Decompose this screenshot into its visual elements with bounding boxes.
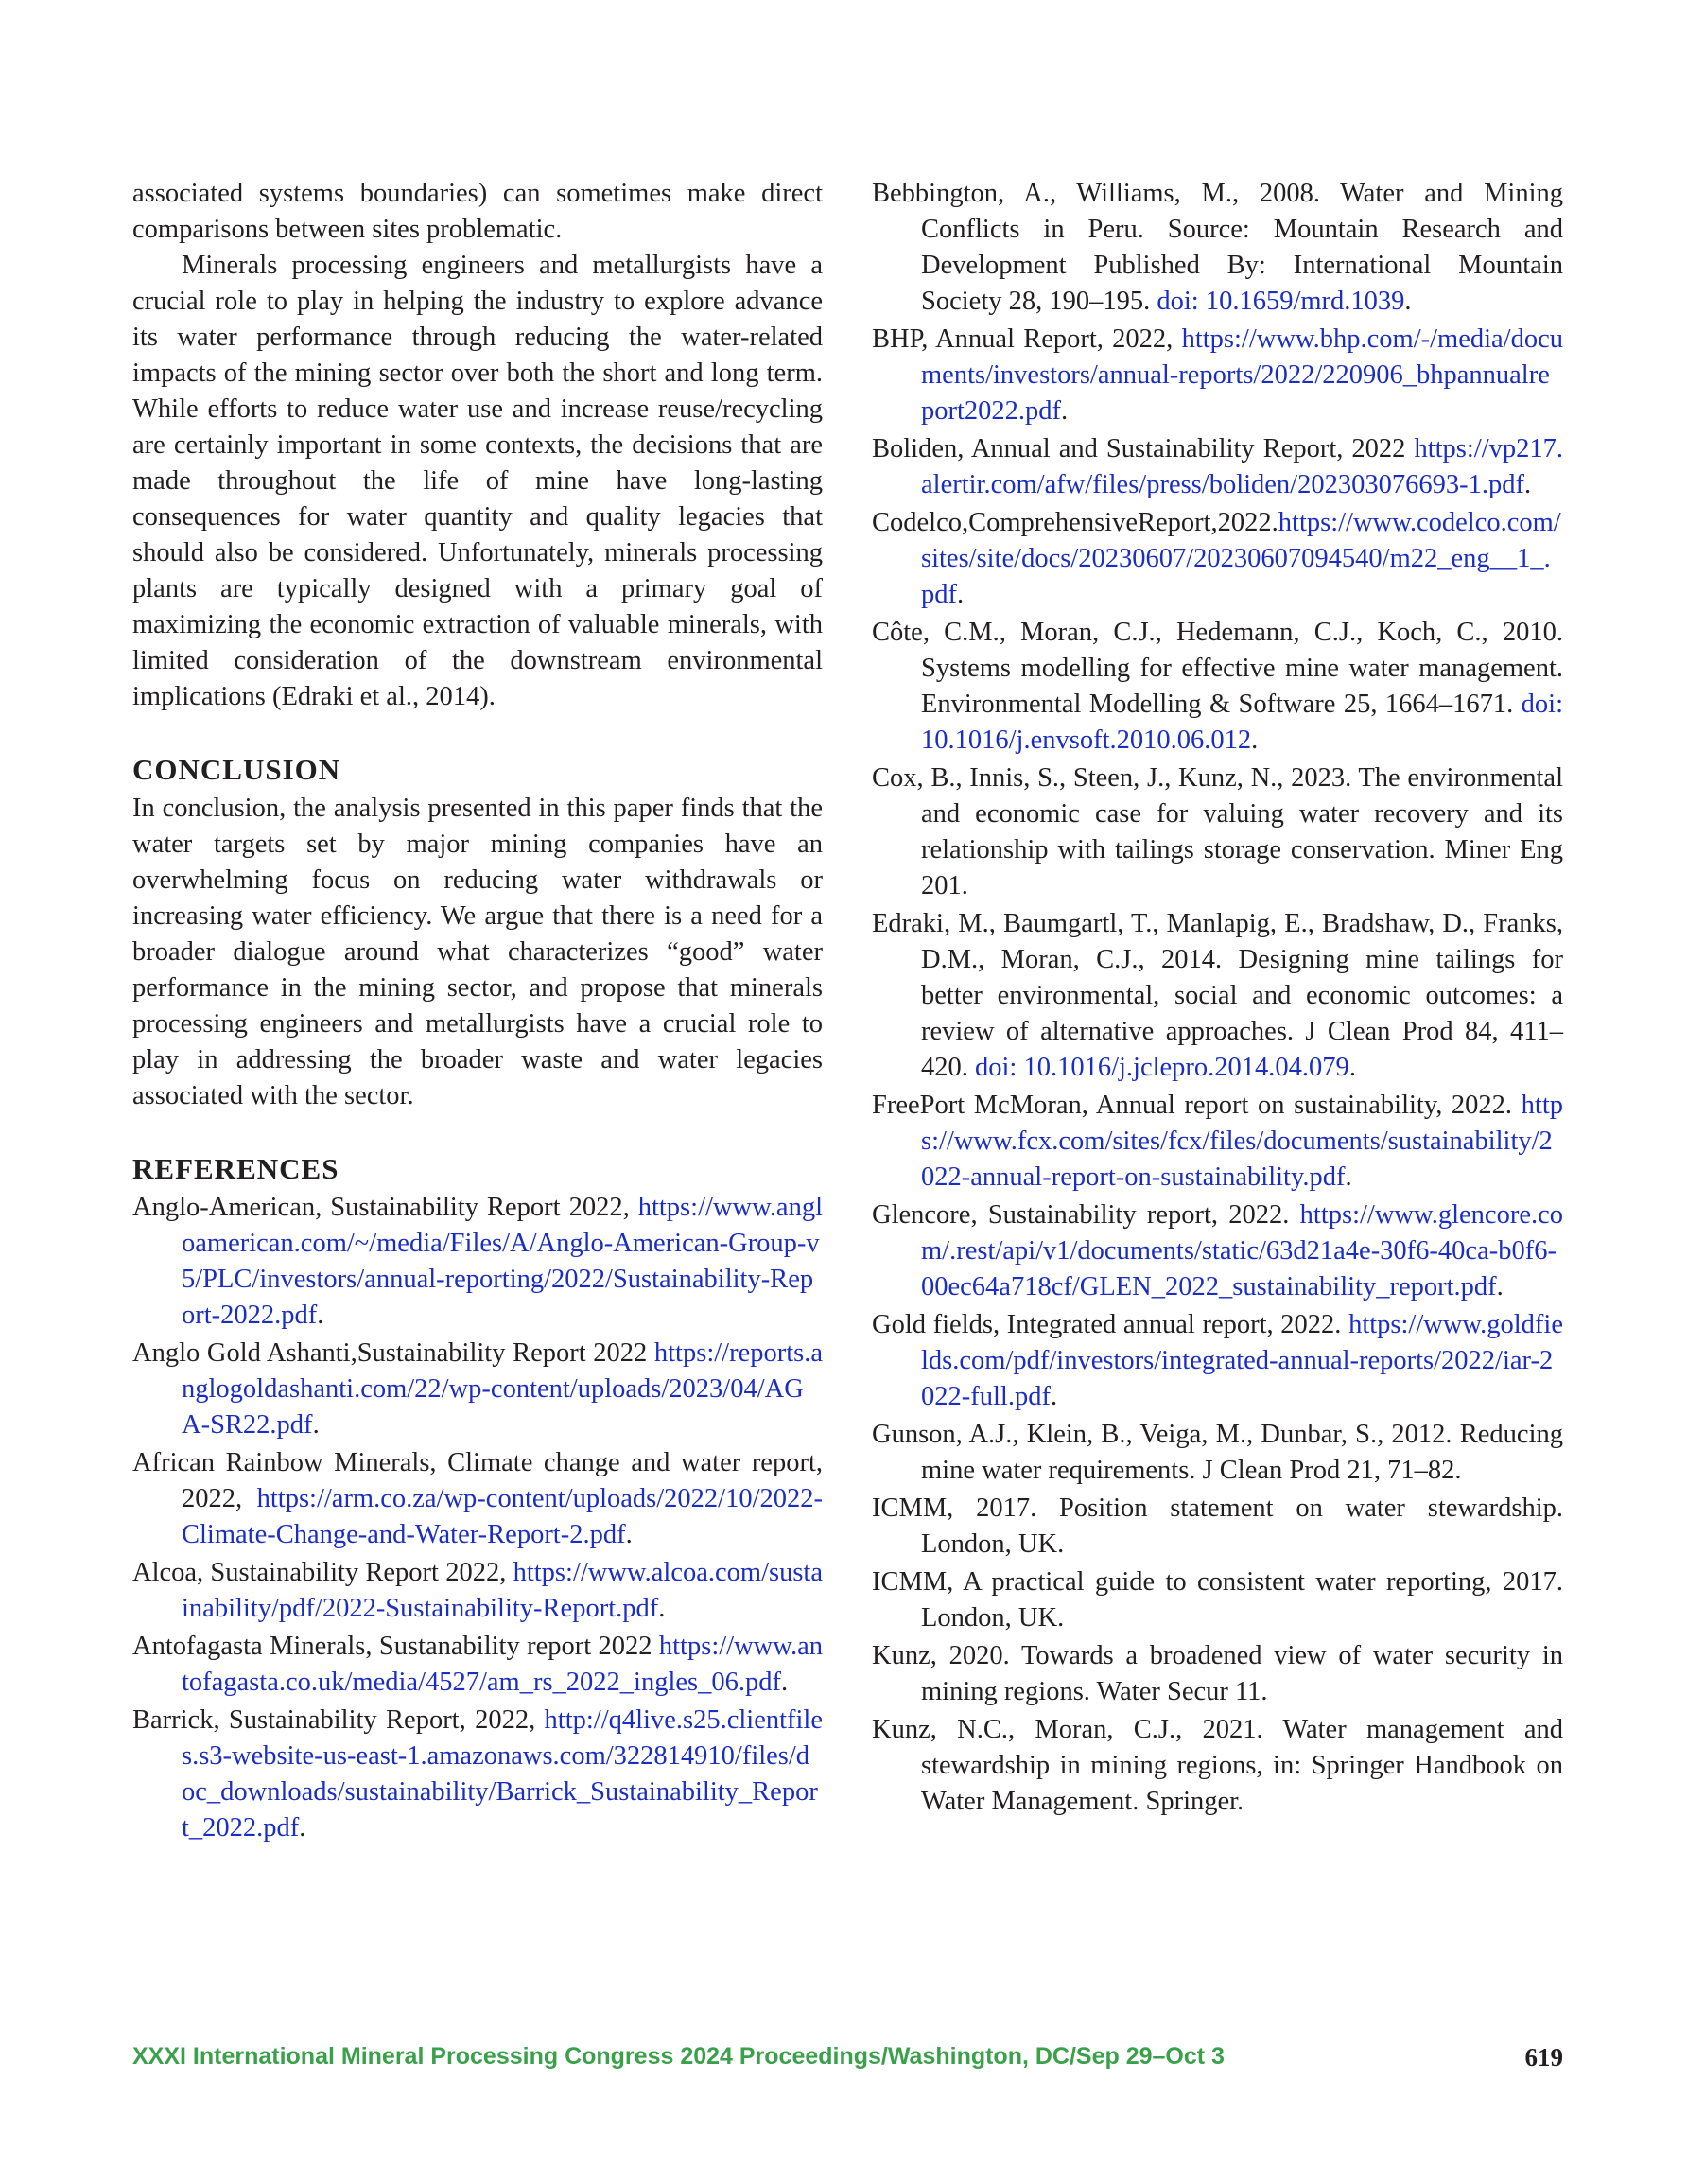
- reference-item: [872, 1564, 1563, 1636]
- reference-text: Anglo Gold Ashanti,Sustainability Report 2022: [132, 1338, 654, 1368]
- reference-text: Antofagasta Minerals, Sustanability report 2022: [132, 1632, 659, 1661]
- footer-conference-title: XXXI International Mineral Processing Congress 2024 Proceedings/Washington, DC/Sep 29–Oct 3: [132, 2043, 1225, 2070]
- reference-text: ICMM, A practical guide to consistent water reporting, 2017. London, UK.: [872, 1567, 1563, 1633]
- reference-item: [872, 431, 1563, 503]
- reference-link[interactable]: https://www.antofagasta.co.uk/media/4527/am_rs_2022_ingles_06.pdf: [182, 1632, 823, 1697]
- reference-text: Bebbington, A., Williams, M., 2008. Water and Mining Conflicts in Peru. Source: Mountain Research and Development Published By: International Mountain Society 28, 190–195.: [872, 179, 1563, 316]
- reference-link[interactable]: https://arm.co.za/wp-content/uploads/2022/10/2022-Climate-Change-and-Water-Report-2.pdf: [182, 1484, 823, 1549]
- page-number: 619: [1524, 2043, 1563, 2071]
- references-heading: REFERENCES: [132, 1152, 339, 1185]
- reference-link[interactable]: https://www.glencore.com/.rest/api/v1/documents/static/63d21a4e-30f6-40ca-b0f6-00ec64a718cf/GLEN_2022_sustainability_report.pdf: [921, 1200, 1563, 1302]
- reference-item: [872, 505, 1563, 613]
- reference-link[interactable]: https://www.codelco.com/sites/site/docs/20230607/20230607094540/m22_eng__1_.pdf: [921, 508, 1561, 609]
- reference-text: FreePort McMoran, Annual report on sustainability, 2022.: [872, 1091, 1522, 1120]
- reference-tail: .: [312, 1410, 320, 1440]
- reference-text: Kunz, N.C., Moran, C.J., 2021. Water management and stewardship in mining regions, in: Springer Handbook on Water Management. Springer.: [872, 1715, 1563, 1816]
- reference-link[interactable]: https://reports.anglogoldashanti.com/22/wp-content/uploads/2023/04/AGA-SR22.pdf: [182, 1338, 823, 1440]
- reference-text: Côte, C.M., Moran, C.J., Hedemann, C.J., Koch, C., 2010. Systems modelling for effective mine water management. Environmental Modelling & Software 25, 1664–1671.: [872, 618, 1563, 719]
- reference-text: African Rainbow Minerals, Climate change and water report, 2022,: [132, 1448, 823, 1513]
- reference-item: [872, 1638, 1563, 1710]
- reference-item: [872, 1712, 1563, 1820]
- reference-item: [872, 1417, 1563, 1489]
- reference-text: Gunson, A.J., Klein, B., Veiga, M., Dunbar, S., 2012. Reducing mine water requirements. J Clean Prod 21, 71–82.: [872, 1420, 1563, 1485]
- reference-tail: .: [1523, 470, 1532, 499]
- reference-tail: .: [1050, 1382, 1058, 1411]
- page-footer: [132, 2043, 1563, 2081]
- reference-text: Barrick, Sustainability Report, 2022,: [132, 1705, 545, 1735]
- conclusion-heading: CONCLUSION: [132, 753, 341, 786]
- reference-text: Alcoa, Sustainability Report 2022,: [132, 1558, 513, 1587]
- reference-tail: .: [1496, 1272, 1504, 1302]
- reference-tail: .: [1348, 1053, 1356, 1082]
- reference-text: ICMM, 2017. Position statement on water stewardship. London, UK.: [872, 1494, 1563, 1559]
- reference-item: [872, 1307, 1563, 1415]
- conclusion-paragraph: In conclusion, the analysis presented in this paper finds that the water targets set by major mining companies have an overwhelming focus on reducing water withdrawals or increasing water efficiency. We argue that there is a need for a broader dialogue around what characterizes “good” water performance in the mining sector, and propose that minerals processing engineers and metallurgists have a crucial role to play in addressing the broader waste and water legacies associated with the sector.: [132, 794, 823, 1110]
- reference-tail: .: [658, 1594, 666, 1623]
- reference-tail: .: [625, 1520, 633, 1549]
- reference-tail: .: [1345, 1162, 1352, 1192]
- reference-link[interactable]: doi: 10.1659/mrd.1039: [1157, 287, 1405, 316]
- reference-text: Kunz, 2020. Towards a broadened view of water security in mining regions. Water Secur 11.: [872, 1641, 1563, 1706]
- reference-item: [872, 322, 1563, 429]
- reference-list: [132, 1190, 823, 1846]
- body-paragraph: associated systems boundaries) can sometimes make direct comparisons between sites problematic.: [132, 179, 823, 244]
- reference-item: [132, 1555, 823, 1627]
- reference-text: Anglo-American, Sustainability Report 2022,: [132, 1193, 638, 1222]
- reference-link[interactable]: doi: 10.1016/j.envsoft.2010.06.012: [921, 690, 1563, 755]
- reference-text: Boliden, Annual and Sustainability Report, 2022: [872, 434, 1415, 463]
- reference-link[interactable]: https://www.angloamerican.com/~/media/Files/A/Anglo-American-Group-v5/PLC/investors/annual-reporting/2022/Sustainability-Report-2022.pdf: [182, 1193, 823, 1330]
- reference-tail: .: [1251, 725, 1259, 755]
- reference-list: [872, 176, 1563, 1820]
- reference-link[interactable]: https://www.bhp.com/-/media/documents/investors/annual-reports/2022/220906_bhpannualreport2022.pdf: [921, 324, 1563, 426]
- reference-tail: .: [1404, 287, 1412, 316]
- reference-link[interactable]: https://www.alcoa.com/sustainability/pdf/2022-Sustainability-Report.pdf: [182, 1558, 823, 1623]
- reference-item: [872, 1197, 1563, 1305]
- body-paragraph: Minerals processing engineers and metallurgists have a crucial role to play in helping the industry to explore advance its water performance through reducing the water-related impacts of the mining sector over both the short and long term. While efforts to reduce water use and increase reuse/recycling are certainly important in some contexts, the decisions that are made throughout the life of mine have long-lasting consequences for water quantity and quality legacies that should also be considered. Unfortunately, minerals processing plants are typically designed with a primary goal of maximizing the economic extraction of valuable minerals, with limited consideration of the downstream environmental implications (Edraki et al., 2014).: [132, 251, 823, 711]
- reference-link[interactable]: https://www.fcx.com/sites/fcx/files/documents/sustainability/2022-annual-report-on-sustainability.pdf: [921, 1091, 1563, 1192]
- reference-item: [872, 760, 1563, 904]
- reference-item: [132, 1336, 823, 1443]
- reference-tail: .: [1061, 396, 1069, 426]
- reference-tail: .: [299, 1813, 306, 1843]
- reference-item: [132, 1190, 823, 1334]
- reference-text: Cox, B., Innis, S., Steen, J., Kunz, N., 2023. The environmental and economic case for valuing water recovery and its relationship with tailings storage conservation. Miner Eng 201.: [872, 763, 1563, 900]
- reference-text: Gold fields, Integrated annual report, 2022.: [872, 1310, 1349, 1339]
- reference-tail: .: [781, 1668, 789, 1697]
- right-column: [872, 176, 1563, 1822]
- reference-text: Edraki, M., Baumgartl, T., Manlapig, E., Bradshaw, D., Franks, D.M., Moran, C.J., 2014. Designing mine tailings for better environmental, social and economic outcomes: a review of alternative approaches. J Clean Prod 84, 411–420.: [872, 909, 1563, 1082]
- reference-item: [872, 1088, 1563, 1196]
- reference-item: [872, 615, 1563, 759]
- reference-item: [872, 1491, 1563, 1563]
- reference-tail: .: [317, 1301, 324, 1330]
- reference-item: [132, 1445, 823, 1553]
- reference-link[interactable]: https://www.goldfields.com/pdf/investors/integrated-annual-reports/2022/iar-2022-full.pdf: [921, 1310, 1563, 1411]
- left-column: [132, 176, 823, 1848]
- reference-tail: .: [957, 580, 965, 609]
- reference-link[interactable]: doi: 10.1016/j.jclepro.2014.04.079: [975, 1053, 1349, 1082]
- reference-item: [872, 176, 1563, 320]
- reference-text: Glencore, Sustainability report, 2022.: [872, 1200, 1300, 1230]
- reference-link[interactable]: http://q4live.s25.clientfiles.s3-website-us-east-1.amazonaws.com/322814910/files/doc_downloads/sustainability/Barrick_Sustainability_Report_2022.pdf: [182, 1705, 823, 1843]
- reference-text: BHP, Annual Report, 2022,: [872, 324, 1182, 354]
- reference-text: Codelco,ComprehensiveReport,2022.: [872, 508, 1278, 537]
- reference-item: [872, 906, 1563, 1086]
- reference-link[interactable]: https://vp217.alertir.com/afw/files/press/boliden/202303076693-1.pdf: [921, 434, 1563, 499]
- reference-item: [132, 1703, 823, 1846]
- reference-item: [132, 1629, 823, 1701]
